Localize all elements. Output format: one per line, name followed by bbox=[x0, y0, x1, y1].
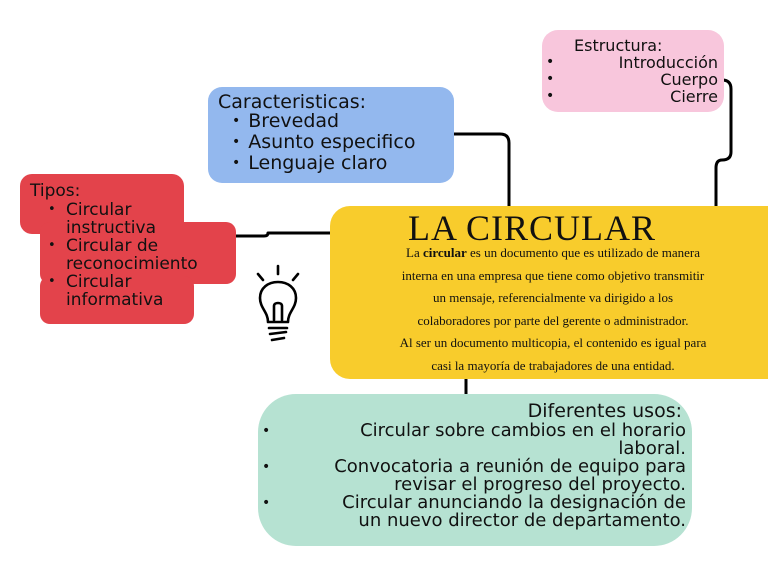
main-body bbox=[348, 242, 758, 377]
list-item: • Introducción bbox=[546, 53, 718, 72]
structure-title: Estructura: bbox=[574, 36, 663, 55]
bullet: • bbox=[546, 71, 555, 87]
bullet: • bbox=[232, 113, 241, 129]
list-item: • Cierre bbox=[546, 87, 718, 106]
bullet: • bbox=[262, 495, 271, 511]
list-item: • Circular de reconocimiento bbox=[48, 236, 198, 274]
list-item: • Circular sobre cambios en el horario laboral. bbox=[262, 420, 686, 459]
list-item: • Circular informativa bbox=[48, 272, 164, 310]
structure-box bbox=[542, 30, 724, 112]
characteristics-box bbox=[208, 87, 454, 183]
body-line: colaboradores por parte del gerente o administrador. bbox=[417, 312, 689, 328]
list-item: • Convocatoria a reunión de equipo para revisar el progreso del proyecto. bbox=[262, 456, 686, 495]
structure-list bbox=[542, 54, 718, 105]
connector-tipos bbox=[228, 233, 330, 236]
types-title: Tipos: bbox=[30, 181, 81, 201]
bullet: • bbox=[48, 202, 56, 217]
list-item: • Circular instructiva bbox=[48, 200, 156, 238]
bullet: • bbox=[232, 155, 241, 171]
bullet: • bbox=[546, 88, 555, 104]
uses-box bbox=[258, 394, 692, 546]
lightbulb-icon bbox=[246, 262, 310, 346]
uses-title: Diferentes usos: bbox=[527, 400, 682, 422]
list-item: • Asunto especifico bbox=[232, 131, 416, 153]
body-line: un mensaje, referencialmente va dirigido a los bbox=[432, 290, 674, 305]
list-item: • Brevedad bbox=[232, 110, 340, 132]
types-list bbox=[30, 201, 198, 309]
list-item: • Lenguaje claro bbox=[232, 152, 388, 174]
body-line: Al ser un documento multicopia, el contenido es igual para bbox=[399, 335, 707, 350]
bullet: • bbox=[262, 423, 271, 439]
uses-list bbox=[258, 422, 686, 530]
bullet: • bbox=[48, 238, 56, 253]
list-item: • Cuerpo bbox=[546, 70, 718, 89]
body-line: interna en una empresa que tiene como objetivo transmitir bbox=[401, 267, 705, 283]
bullet: • bbox=[232, 134, 241, 150]
main-card bbox=[330, 206, 768, 379]
body-line: casi la mayoría de trabajadores de una entidad. bbox=[431, 357, 675, 373]
bullet: • bbox=[48, 274, 56, 289]
characteristics-title: Caracteristicas: bbox=[218, 91, 367, 113]
body-line: La circular es un documento que es utilizado de manera bbox=[406, 245, 700, 260]
list-item: • Circular anunciando la designación de un nuevo director de departamento. bbox=[262, 492, 686, 531]
main-title: LA CIRCULAR bbox=[408, 208, 657, 248]
types-content bbox=[30, 182, 198, 309]
connector-caracteristicas bbox=[454, 134, 509, 206]
characteristics-list bbox=[232, 112, 415, 175]
bullet: • bbox=[262, 459, 271, 475]
bullet: • bbox=[546, 54, 555, 70]
